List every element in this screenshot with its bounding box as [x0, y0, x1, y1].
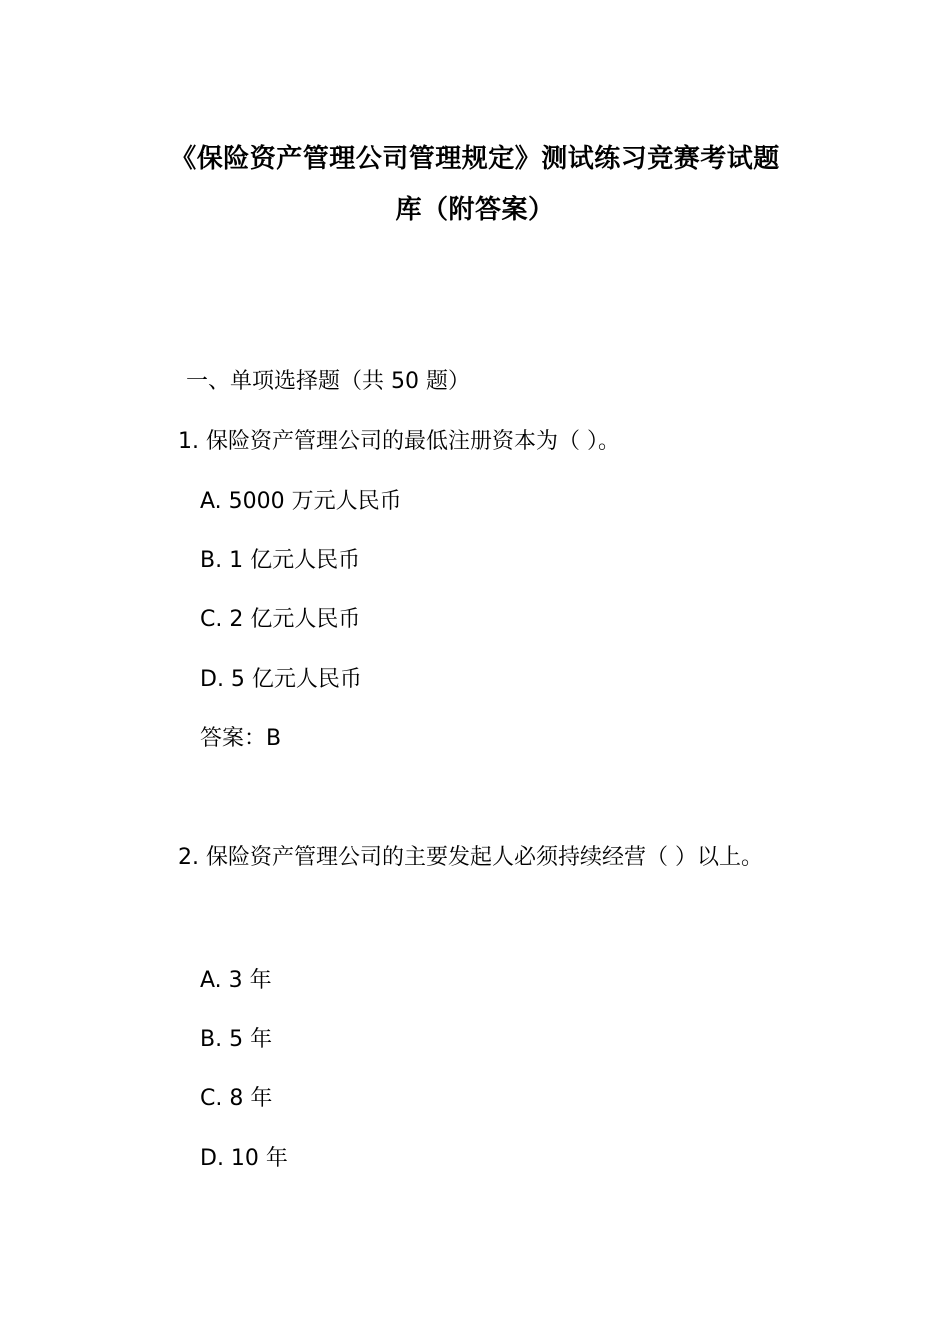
section-heading: 一、单项选择题（共 50 题） — [186, 369, 470, 394]
question-1-stem: 1. 保险资产管理公司的最低注册资本为（ ）。 — [178, 429, 620, 454]
question-2-option-d: D. 10 年 — [200, 1146, 288, 1171]
question-1-option-d: D. 5 亿元人民币 — [200, 667, 362, 692]
question-2-option-b: B. 5 年 — [200, 1027, 273, 1052]
document-title-line-2: 库（附答案） — [395, 195, 555, 225]
question-1-option-c: C. 2 亿元人民币 — [200, 607, 361, 632]
question-1-option-a: A. 5000 万元人民币 — [200, 489, 402, 514]
question-1-answer: 答案：B — [200, 726, 282, 751]
question-2-stem: 2. 保险资产管理公司的主要发起人必须持续经营（ ）以上。 — [178, 845, 763, 870]
question-2-option-a: A. 3 年 — [200, 968, 272, 993]
document-title-line-1: 《保险资产管理公司管理规定》测试练习竞赛考试题 — [170, 144, 780, 174]
question-1-option-b: B. 1 亿元人民币 — [200, 548, 361, 573]
question-2-option-c: C. 8 年 — [200, 1086, 273, 1111]
